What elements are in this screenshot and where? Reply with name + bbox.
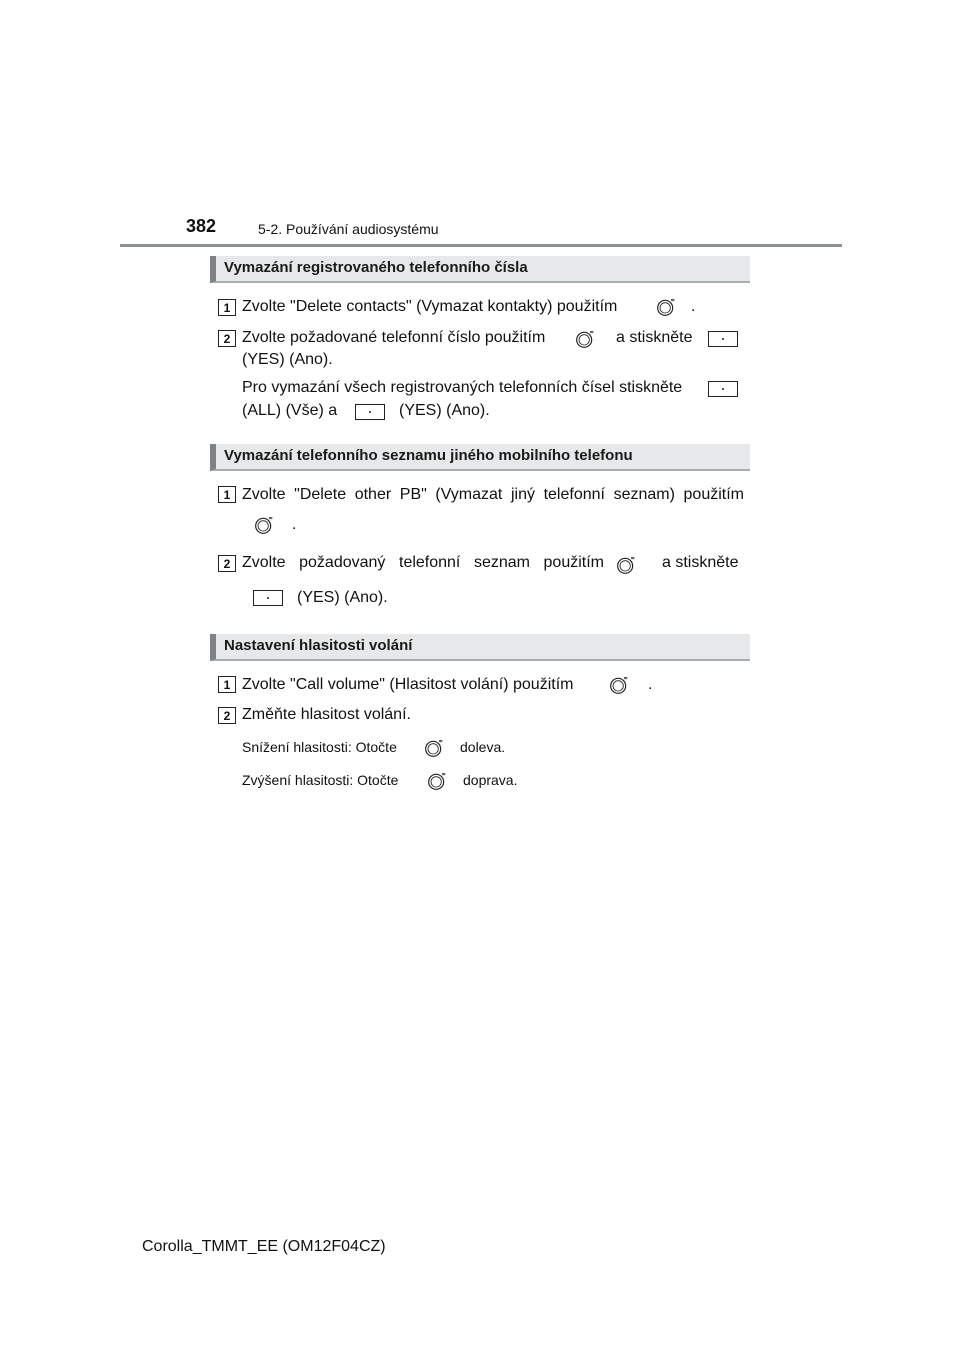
step-text: (YES) (Ano).	[297, 589, 388, 606]
section-heading-delete-phonebook	[210, 444, 750, 471]
step-text: a stiskněte	[662, 554, 739, 571]
preset-button-icon	[708, 331, 738, 347]
section-title: Vymazání registrovaného telefonního čísla	[224, 259, 528, 276]
section-heading-call-volume	[210, 634, 750, 661]
page-number: 382	[186, 216, 217, 236]
step-number: 1	[218, 676, 236, 693]
step-text: Zvolte požadovaný telefonní seznam použitím	[242, 554, 604, 571]
tune-select-knob-icon	[427, 771, 447, 791]
section-title: Vymazání telefonního seznamu jiného mobilního telefonu	[224, 447, 633, 464]
note-text: doprava.	[463, 772, 518, 788]
tune-select-knob-icon	[616, 555, 636, 575]
note-text: (YES) (Ano).	[399, 402, 490, 419]
step-text: .	[691, 298, 696, 315]
step-number: 2	[218, 555, 236, 572]
tune-select-knob-icon	[609, 675, 629, 695]
step-text: (YES) (Ano).	[242, 351, 333, 368]
step-number: 1	[218, 486, 236, 503]
step-number: 2	[218, 707, 236, 724]
step-number: 1	[218, 299, 236, 316]
step-text: Zvolte "Delete other PB" (Vymazat jiný telefonní seznam) použitím	[242, 486, 744, 503]
step-text: Zvolte "Delete contacts" (Vymazat kontakty) použitím	[242, 298, 618, 315]
step-text: Zvolte "Call volume" (Hlasitost volání) použitím	[242, 676, 574, 693]
step-text: a stiskněte	[616, 329, 693, 346]
tune-select-knob-icon	[575, 329, 595, 349]
preset-button-icon	[708, 381, 738, 397]
header-rule	[120, 244, 842, 247]
note-text: Snížení hlasitosti: Otočte	[242, 739, 397, 755]
step-text: Změňte hlasitost volání.	[242, 706, 411, 723]
preset-button-icon	[355, 404, 385, 420]
tune-select-knob-icon	[424, 738, 444, 758]
note-text: (ALL) (Vše) a	[242, 402, 338, 419]
section-title: Nastavení hlasitosti volání	[224, 637, 413, 654]
preset-button-icon	[253, 590, 283, 606]
section-heading-delete-number	[210, 256, 750, 283]
step-text: .	[648, 676, 653, 693]
step-text: Zvolte požadované telefonní číslo použitím	[242, 329, 546, 346]
tune-select-knob-icon	[254, 515, 274, 535]
note-text: doleva.	[460, 739, 506, 755]
note-text: Zvýšení hlasitosti: Otočte	[242, 772, 399, 788]
step-text: .	[292, 516, 297, 533]
step-number: 2	[218, 330, 236, 347]
footer-model-code: Corolla_TMMT_EE (OM12F04CZ)	[142, 1238, 386, 1255]
chapter-title: 5-2. Používání audiosystému	[258, 221, 439, 237]
note-text: Pro vymazání všech registrovaných telefonních čísel stiskněte	[242, 379, 683, 396]
tune-select-knob-icon	[656, 297, 676, 317]
